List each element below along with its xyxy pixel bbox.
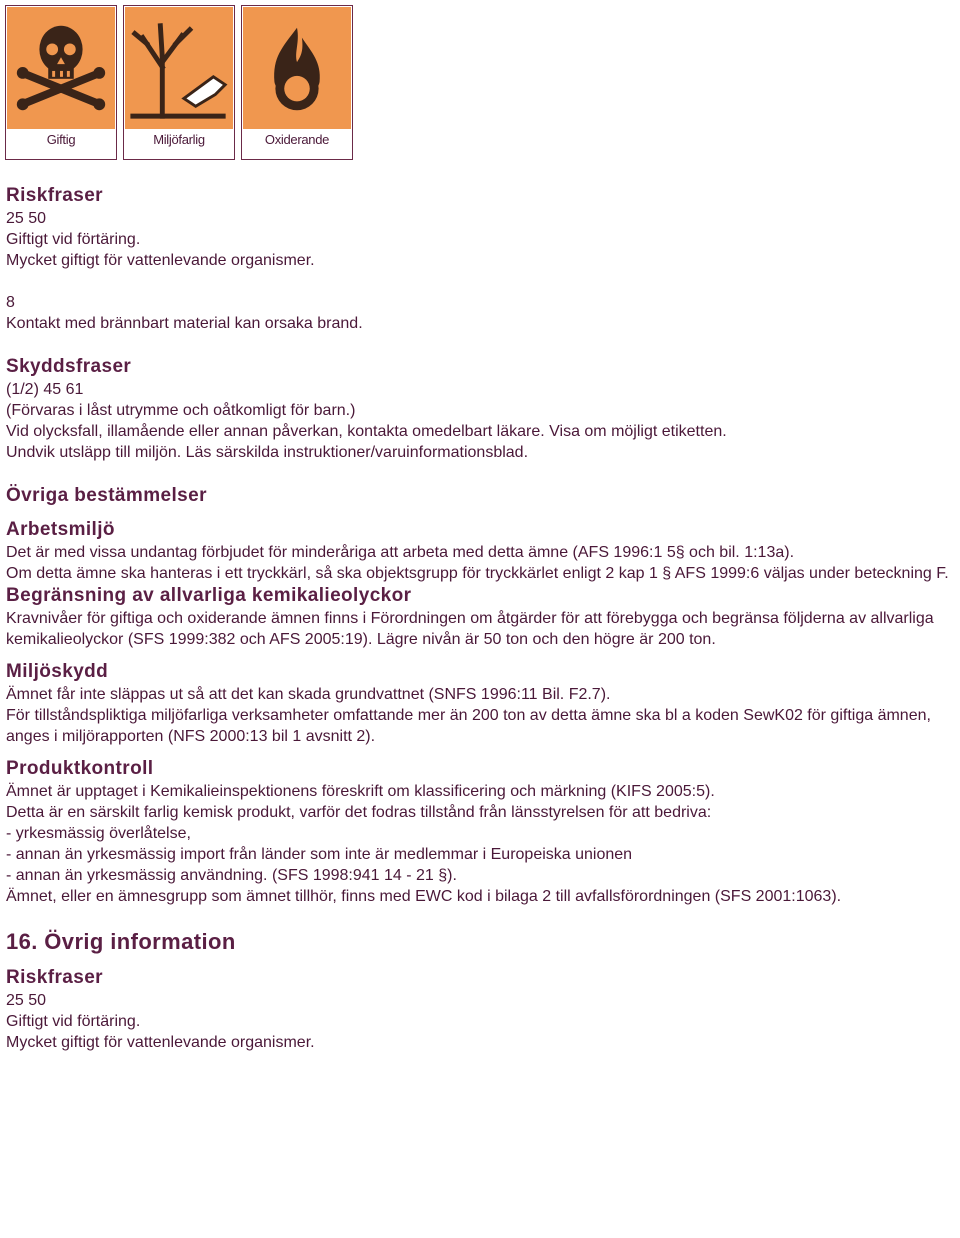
riskfraser-heading: Riskfraser	[6, 967, 103, 988]
arbetsmiljo-text: Det är med vissa undantag förbjudet för minderåriga att arbeta med detta ämne (AFS 1996:1 5§ och bil. 1:13a).	[6, 544, 795, 561]
hazard-symbol-environment	[123, 5, 235, 160]
skull-icon	[7, 7, 115, 129]
symbol-caption: Oxiderande	[264, 132, 330, 147]
risk-codes: 8	[6, 294, 15, 311]
miljoskydd-text: För tillståndspliktiga miljöfarliga verksamheter omfattande mer än 200 ton av detta ämne ska bl a koden SewK02 för giftiga ämnen, anges i miljörapporten (NFS 2000:13 bil 1 avsnitt 2).	[6, 707, 931, 745]
riskfraser-heading: Riskfraser	[6, 185, 103, 206]
arbetsmiljo-heading: Arbetsmiljö	[6, 519, 115, 540]
hazard-symbols	[5, 5, 353, 160]
begransning-heading: Begränsning av allvarliga kemikalieolyckor	[6, 585, 412, 606]
risk-phrase: Mycket giftigt för vattenlevande organismer.	[6, 252, 315, 269]
risk-codes: 25 50	[6, 210, 47, 227]
skyddsfraser-heading: Skyddsfraser	[6, 356, 132, 377]
produktkontroll-text: - yrkesmässig överlåtelse,	[6, 825, 191, 842]
safety-phrase: (Förvaras i låst utrymme och oåtkomligt för barn.)	[6, 402, 356, 419]
hazard-symbol-toxic	[5, 5, 117, 160]
begransning-text: Kravnivåer för giftiga och oxiderande ämnen finns i Förordningen om åtgärder för att förebygga och begränsa följderna av allvarliga kemikalieolyckor (SFS 1999:382 och AFS 2005:19). Lägre nivån är 50 ton och den högre är 200 ton.	[6, 610, 934, 648]
risk-phrase: Giftigt vid förtäring.	[6, 231, 141, 248]
produktkontroll-text: Ämnet är upptaget i Kemikalieinspektionens föreskrift om klassificering och märkning (KIFS 2005:5).	[6, 783, 715, 800]
symbol-caption: Miljöfarlig	[153, 132, 205, 147]
arbetsmiljo-text: Om detta ämne ska hanteras i ett tryckkärl, så ska objektsgrupp för tryckkärlet enligt 2 kap 1 § AFS 1999:6 väljas under beteckning F.	[6, 565, 949, 582]
symbol-caption: Giftig	[46, 132, 76, 147]
risk-codes: 25 50	[6, 992, 47, 1009]
produktkontroll-text: - annan än yrkesmässig användning. (SFS 1998:941 14 - 21 §).	[6, 867, 457, 884]
section16-heading: 16. Övrig information	[6, 929, 236, 954]
safety-codes: (1/2) 45 61	[6, 381, 84, 398]
produktkontroll-heading: Produktkontroll	[6, 758, 154, 779]
produktkontroll-text: Ämnet, eller en ämnesgrupp som ämnet tillhör, finns med EWC kod i bilaga 2 till avfallsförordningen (SFS 2001:1063).	[6, 888, 842, 905]
risk-phrase: Mycket giftigt för vattenlevande organismer.	[6, 1034, 315, 1051]
miljoskydd-text: Ämnet får inte släppas ut så att det kan skada grundvattnet (SNFS 1996:11 Bil. F2.7).	[6, 686, 611, 703]
risk-phrase: Kontakt med brännbart material kan orsaka brand.	[6, 315, 363, 332]
safety-phrase: Vid olycksfall, illamående eller annan påverkan, kontakta omedelbart läkare. Visa om möjligt etiketten.	[6, 423, 727, 440]
ovriga-heading: Övriga bestämmelser	[6, 485, 207, 506]
produktkontroll-text: - annan än yrkesmässig import från länder som inte är medlemmar i Europeiska unionen	[6, 846, 633, 863]
risk-phrase: Giftigt vid förtäring.	[6, 1013, 141, 1030]
miljoskydd-heading: Miljöskydd	[6, 661, 109, 682]
hazard-symbol-oxidizing	[241, 5, 353, 160]
flame-over-circle-icon	[243, 7, 351, 129]
produktkontroll-text: Detta är en särskilt farlig kemisk produkt, varför det fodras tillstånd från länsstyrelsen för att bedriva:	[6, 804, 712, 821]
dead-tree-fish-icon	[125, 7, 233, 129]
document-body	[6, 184, 956, 1053]
safety-phrase: Undvik utsläpp till miljön. Läs särskilda instruktioner/varuinformationsblad.	[6, 444, 529, 461]
